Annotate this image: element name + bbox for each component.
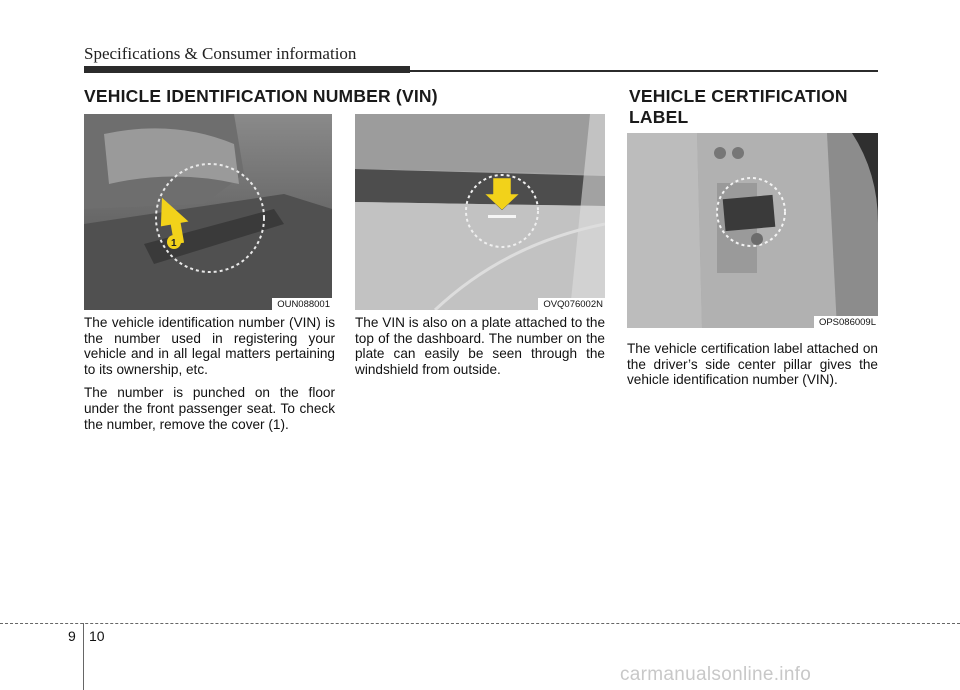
seat-photo-code: OUN088001 bbox=[272, 298, 332, 310]
pillar-photo-code: OPS086009L bbox=[814, 316, 878, 328]
dashboard-photo bbox=[355, 114, 605, 310]
header-rule-thin bbox=[410, 70, 878, 72]
header-rule-thick bbox=[84, 66, 410, 73]
watermark-text: carmanualsonline.info bbox=[620, 664, 812, 685]
cert-section-title-line1: VEHICLE CERTIFICATION bbox=[629, 86, 848, 106]
page-number: 10 bbox=[89, 628, 105, 644]
seat-photo bbox=[84, 114, 332, 310]
chapter-number: 9 bbox=[68, 628, 76, 644]
vin-column-text bbox=[84, 315, 335, 440]
cert-column-text bbox=[627, 341, 878, 396]
footer-dashed-rule bbox=[0, 623, 960, 624]
cover-number-marker: 1 bbox=[171, 238, 177, 249]
dashboard-paragraph-1: The VIN is also on a plate attached to the top of the dashboard. The number on the plate can easily be seen through the windshield from outside. bbox=[355, 315, 605, 377]
cert-paragraph-1: The vehicle certification label attached on the driver’s side center pillar gives the vehicle identification number (VIN). bbox=[627, 341, 878, 388]
vin-paragraph-2: The number is punched on the floor under the front passenger seat. To check the number, remove the cover (1). bbox=[84, 385, 335, 432]
dashboard-photo-code: OVQ076002N bbox=[538, 298, 605, 310]
dashboard-column-text bbox=[355, 315, 605, 385]
header-title: Specifications & Consumer information bbox=[84, 44, 357, 63]
vin-paragraph-1: The vehicle identification number (VIN) is the number used in registering your vehicle and in all legal matters pertaining to its ownership, etc. bbox=[84, 315, 335, 377]
cert-section-title-line2: LABEL bbox=[629, 107, 689, 127]
vin-section-title: VEHICLE IDENTIFICATION NUMBER (VIN) bbox=[84, 86, 438, 106]
pillar-photo bbox=[627, 133, 878, 328]
footer-vertical-rule bbox=[83, 623, 84, 690]
